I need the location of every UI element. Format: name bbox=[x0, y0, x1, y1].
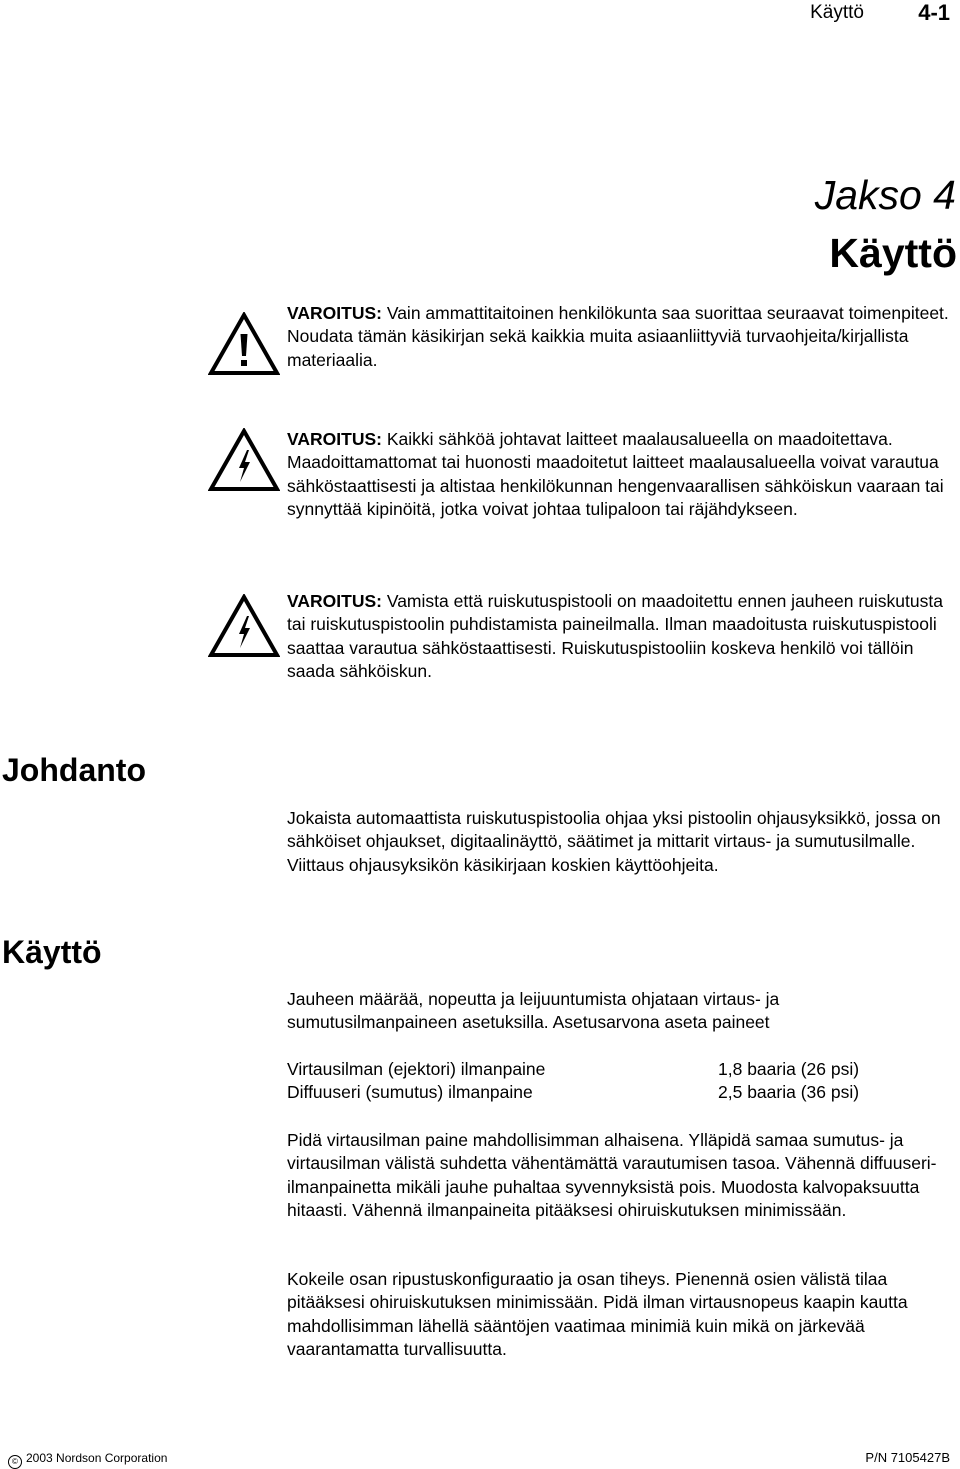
spec-value: 1,8 baaria (26 psi) bbox=[718, 1059, 860, 1079]
copyright-icon: © bbox=[8, 1455, 22, 1469]
warning-block bbox=[287, 590, 952, 684]
copyright-text: 2003 Nordson Corporation bbox=[26, 1451, 168, 1465]
warning-block bbox=[287, 428, 952, 522]
section-heading-operation: Käyttö bbox=[2, 934, 102, 970]
page-number: 4-1 bbox=[918, 0, 950, 25]
warning-label: VAROITUS: bbox=[287, 303, 382, 323]
spec-name: Diffuuseri (sumutus) ilmanpaine bbox=[287, 1082, 533, 1102]
electric-hazard-triangle-icon bbox=[208, 428, 280, 492]
operation-paragraph-1: Jauheen määrää, nopeutta ja leijuuntumista ohjataan virtaus- ja sumutusilmanpaineen asetuksilla. Asetusarvona aseta paineet bbox=[287, 989, 780, 1033]
spec-name: Virtausilman (ejektori) ilmanpaine bbox=[287, 1059, 546, 1079]
spec-value: 2,5 baaria (36 psi) bbox=[718, 1082, 860, 1102]
warning-text: Vain ammattitaitoinen henkilökunta saa suorittaa seuraavat toimenpiteet. Noudata tämän käsikirjan sekä kaikkia muita asiaanliittyviä turvaohjeita/kirjallista materiaalia. bbox=[287, 303, 949, 370]
warning-label: VAROITUS: bbox=[287, 591, 382, 611]
section-heading-intro: Johdanto bbox=[2, 752, 146, 788]
chapter-title: Käyttö bbox=[829, 230, 957, 276]
chapter-label: Jakso 4 bbox=[814, 172, 956, 218]
footer-part-number: P/N 7105427B bbox=[865, 1450, 950, 1465]
spec-row bbox=[287, 1081, 887, 1105]
intro-paragraph: Jokaista automaattista ruiskutuspistoolia ohjaa yksi pistoolin ohjausyksikkö, jossa on sähköiset ohjaukset, digitaalinäyttö, säätimet ja mittarit virtaus- ja sumutusilmalle. Viittaus ohjausyksikön käsikirjaan koskien käyttöohjeita. bbox=[287, 808, 941, 875]
running-header-section: Käyttö bbox=[810, 2, 864, 23]
exclamation-triangle-icon bbox=[208, 312, 280, 376]
warning-block bbox=[287, 302, 952, 372]
electric-hazard-triangle-icon bbox=[208, 594, 280, 658]
warning-text: Kaikki sähköä johtavat laitteet maalausalueella on maadoitettava. Maadoittamattomat tai huonosti maadoitetut laitteet maalausalueella voivat varautua sähköstaattisesti ja altistaa henkilökunnan hengenvaarallisen sähköiskun vaaraan tai synnyttää kipinöitä, jotka voivat johtaa tulipaloon tai räjähdykseen. bbox=[287, 429, 944, 520]
warning-text: Vamista että ruiskutuspistooli on maadoitettu ennen jauheen ruiskutusta tai ruiskutuspistoolin puhdistamista paineilmalla. Ilman maadoitusta ruiskutuspistooli saattaa varautua sähköstaattisesti. Ruiskutuspistooliin koskeva henkilö voi tällöin saada sähköiskun. bbox=[287, 591, 943, 682]
operation-paragraph-3: Kokeile osan ripustuskonfiguraatio ja osan tiheys. Pienennä osien välistä tilaa pitääksesi ohiruiskutuksen minimissään. Pidä ilman virtausnopeus kaapin kautta mahdollisimman lähellä sääntöjen vaatimaa minimiä kuin mikä on järkevää vaarantamatta turvallisuutta. bbox=[287, 1269, 908, 1360]
footer-copyright bbox=[8, 1451, 167, 1469]
operation-paragraph-2: Pidä virtausilman paine mahdollisimman alhaisena. Ylläpidä samaa sumutus- ja virtausilman välistä suhdetta vähentämättä varautumisen tasoa. Vähennä diffuuseri-ilmanpainetta mikäli jauhe puhaltaa syvennyksistä pois. Muodosta kalvopaksuutta hitaasti. Vähennä ilmanpaineita pitääksesi ohiruiskutuksen minimissään. bbox=[287, 1130, 937, 1221]
warning-label: VAROITUS: bbox=[287, 429, 382, 449]
spec-row bbox=[287, 1058, 887, 1082]
